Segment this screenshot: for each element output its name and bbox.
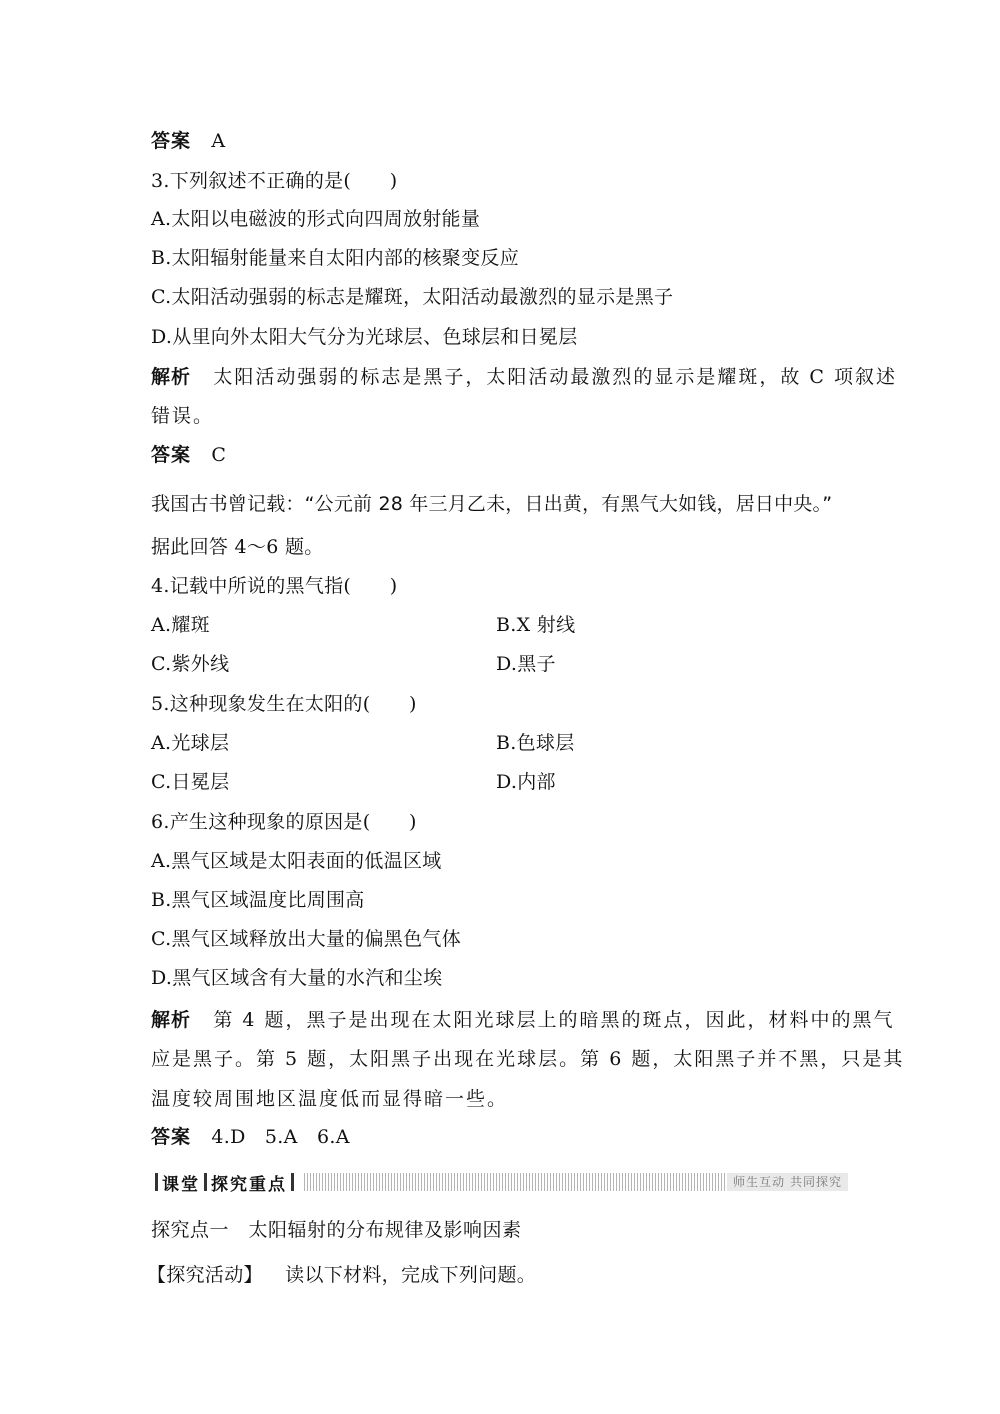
question-6-option-c: C.黑气区域释放出大量的偏黑色气体 bbox=[151, 928, 462, 950]
answer-value: A bbox=[211, 130, 226, 152]
banner-subtitle: 师生互动 共同探究 bbox=[727, 1173, 848, 1191]
banner-divider bbox=[155, 1173, 158, 1191]
banner-label-a: 课堂 bbox=[162, 1174, 200, 1195]
material-prompt: 据此回答 4～6 题。 bbox=[151, 536, 324, 558]
question-5-options-row-2 bbox=[151, 770, 556, 794]
question-6-stem: 6.产生这种现象的原因是( ) bbox=[151, 811, 417, 833]
activity-line bbox=[147, 1263, 536, 1287]
question-4-stem: 4.记载中所说的黑气指( ) bbox=[151, 575, 398, 597]
explanation-text-line-1: 第 4 题，黑子是出现在太阳光球层上的暗黑的斑点，因此，材料中的黑气 bbox=[213, 1009, 895, 1031]
activity-label: 【探究活动】 bbox=[147, 1264, 263, 1286]
answer-label: 答案 bbox=[151, 444, 192, 466]
question-4-options-row-1 bbox=[151, 613, 576, 637]
explanation-text-line-1: 太阳活动强弱的标志是黑子，太阳活动最激烈的显示是耀斑，故 C 项叙述 bbox=[213, 366, 897, 388]
explanation-text-line-2: 错误。 bbox=[151, 405, 215, 427]
answer-label: 答案 bbox=[151, 1126, 192, 1148]
question-5-option-c: C.日冕层 bbox=[151, 771, 230, 793]
answer-3 bbox=[151, 443, 226, 467]
question-5-option-d: D.内部 bbox=[496, 771, 556, 793]
explanation-label: 解析 bbox=[151, 366, 192, 388]
explanation-label: 解析 bbox=[151, 1009, 192, 1031]
explanation-text-line-2: 应是黑子。第 5 题，太阳黑子出现在光球层。第 6 题，太阳黑子并不黑，只是其 bbox=[151, 1048, 905, 1070]
section-title: 探究点一 太阳辐射的分布规律及影响因素 bbox=[151, 1219, 522, 1241]
question-6-option-a: A.黑气区域是太阳表面的低温区域 bbox=[151, 850, 442, 872]
answer-value: C bbox=[211, 444, 227, 466]
answer-4-6 bbox=[151, 1125, 350, 1149]
question-4-option-d: D.黑子 bbox=[496, 653, 556, 675]
banner-label bbox=[151, 1171, 298, 1193]
section-banner bbox=[151, 1171, 848, 1193]
explanation-text-line-3: 温度较周围地区温度低而显得暗一些。 bbox=[151, 1088, 509, 1110]
banner-divider bbox=[204, 1173, 207, 1191]
question-5-options-row-1 bbox=[151, 731, 575, 755]
question-6-option-b: B.黑气区域温度比周围高 bbox=[151, 889, 365, 911]
answer-label: 答案 bbox=[151, 130, 192, 152]
question-4-option-a: A.耀斑 bbox=[151, 614, 210, 636]
material-text: 我国古书曾记载：“公元前 28 年三月乙未，日出黄，有黑气大如钱，居日中央。” bbox=[151, 493, 833, 515]
questions-4-6-explanation bbox=[151, 1008, 895, 1032]
question-5-option-a: A.光球层 bbox=[151, 732, 230, 754]
answer-value: 4.D 5.A 6.A bbox=[211, 1126, 350, 1148]
question-3-option-c: C.太阳活动强弱的标志是耀斑，太阳活动最激烈的显示是黑子 bbox=[151, 286, 674, 308]
question-5-stem: 5.这种现象发生在太阳的( ) bbox=[151, 693, 417, 715]
banner-label-b: 探究重点 bbox=[211, 1174, 287, 1195]
question-4-option-c: C.紫外线 bbox=[151, 653, 230, 675]
answer-2 bbox=[151, 129, 225, 153]
banner-hatch bbox=[304, 1173, 727, 1191]
question-4-options-row-2 bbox=[151, 652, 556, 676]
question-6-option-d: D.黑气区域含有大量的水汽和尘埃 bbox=[151, 967, 443, 989]
question-3-stem: 3.下列叙述不正确的是( ) bbox=[151, 170, 398, 192]
activity-text: 读以下材料，完成下列问题。 bbox=[285, 1264, 537, 1286]
question-3-option-b: B.太阳辐射能量来自太阳内部的核聚变反应 bbox=[151, 247, 520, 269]
banner-divider bbox=[291, 1173, 294, 1191]
question-3-option-a: A.太阳以电磁波的形式向四周放射能量 bbox=[151, 208, 481, 230]
question-3-explanation bbox=[151, 365, 897, 389]
question-3-option-d: D.从里向外太阳大气分为光球层、色球层和日冕层 bbox=[151, 326, 578, 348]
question-4-option-b: B.X 射线 bbox=[496, 614, 576, 636]
question-5-option-b: B.色球层 bbox=[496, 732, 575, 754]
